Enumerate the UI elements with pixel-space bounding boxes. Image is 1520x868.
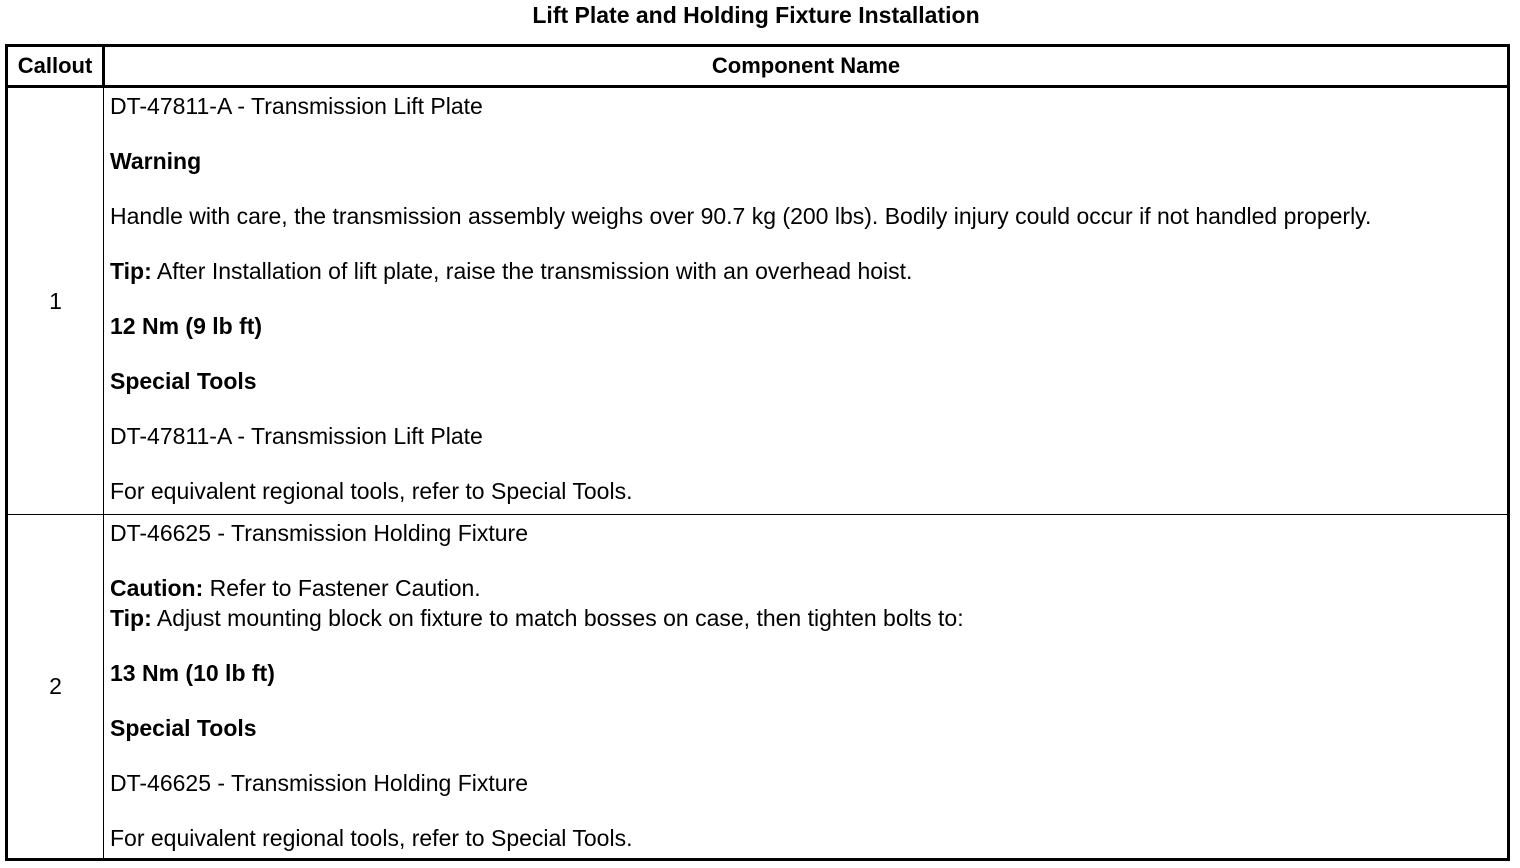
regional-tools-note: For equivalent regional tools, refer to Special Tools.	[110, 825, 633, 851]
special-tools-heading: Special Tools	[110, 368, 257, 394]
tip-line	[110, 258, 1507, 285]
component-name: DT-47811-A - Transmission Lift Plate	[110, 93, 483, 119]
regional-tools-note: For equivalent regional tools, refer to Special Tools.	[110, 478, 633, 504]
tip-text: Adjust mounting block on fixture to match bosses on case, then tighten bolts to:	[156, 605, 964, 631]
torque-spec: 12 Nm (9 lb ft)	[110, 313, 263, 339]
callout-number: 2	[7, 515, 104, 860]
callout-number: 1	[7, 87, 104, 515]
header-callout: Callout	[7, 46, 104, 87]
tip-text: After Installation of lift plate, raise the transmission with an overhead hoist.	[156, 258, 913, 284]
special-tool-item: DT-47811-A - Transmission Lift Plate	[110, 423, 483, 449]
page-title: Lift Plate and Holding Fixture Installation	[532, 2, 980, 28]
special-tool-item: DT-46625 - Transmission Holding Fixture	[110, 770, 528, 796]
tip-label: Tip:	[110, 258, 152, 284]
torque-spec: 13 Nm (10 lb ft)	[110, 660, 275, 686]
tip-label: Tip:	[110, 605, 152, 631]
component-cell	[104, 87, 1509, 515]
caution-text: Refer to Fastener Caution.	[209, 575, 481, 601]
special-tools-heading: Special Tools	[110, 715, 257, 741]
components-table	[5, 44, 1510, 861]
component-name: DT-46625 - Transmission Holding Fixture	[110, 520, 528, 546]
header-component-name: Component Name	[104, 46, 1509, 87]
caution-line	[110, 575, 1507, 602]
tip-line	[110, 605, 1507, 632]
table-row	[7, 515, 1509, 860]
table-header-row	[7, 46, 1509, 87]
caution-label: Caution:	[110, 575, 204, 601]
warning-text: Handle with care, the transmission assembly weighs over 90.7 kg (200 lbs). Bodily injury could occur if not handled properly.	[110, 203, 1372, 229]
table-row	[7, 87, 1509, 515]
warning-heading: Warning	[110, 148, 202, 174]
component-cell	[104, 515, 1509, 860]
